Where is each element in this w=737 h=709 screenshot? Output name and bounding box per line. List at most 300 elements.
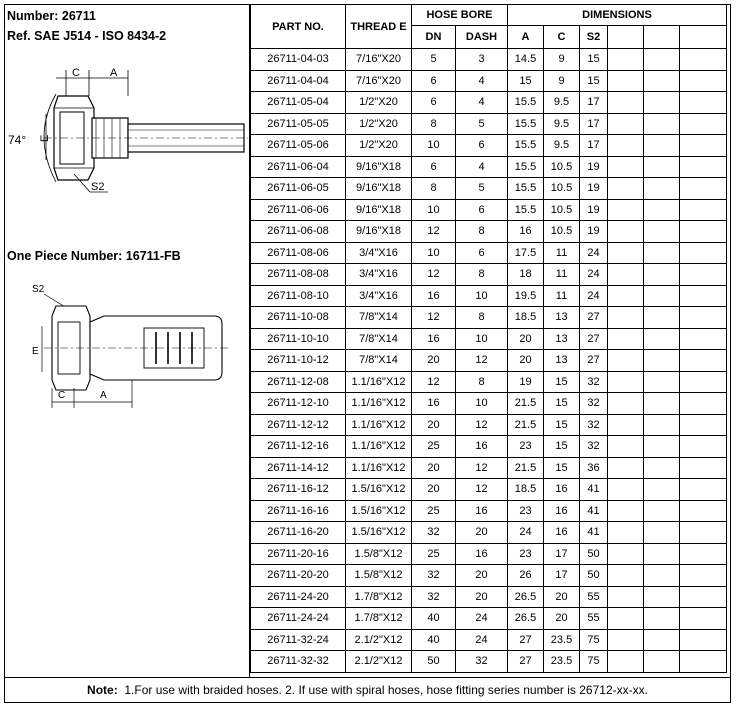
cell-blank bbox=[608, 651, 644, 673]
cell-blank bbox=[608, 307, 644, 329]
cell-blank bbox=[608, 49, 644, 71]
cell-dn: 32 bbox=[412, 586, 456, 608]
cell-blank bbox=[644, 135, 680, 157]
left-panel bbox=[4, 4, 250, 677]
cell-blank bbox=[680, 436, 727, 458]
cell-part-no: 26711-16-16 bbox=[251, 500, 346, 522]
cell-dash: 3 bbox=[456, 49, 508, 71]
cell-blank bbox=[608, 543, 644, 565]
cell-thread: 2.1/2"X12 bbox=[346, 651, 412, 673]
cell-blank bbox=[644, 457, 680, 479]
cell-part-no: 26711-06-04 bbox=[251, 156, 346, 178]
cell-c: 10.5 bbox=[544, 178, 580, 200]
cell-s2: 32 bbox=[580, 414, 608, 436]
dim-c-label: C bbox=[72, 67, 80, 79]
cell-blank bbox=[644, 49, 680, 71]
cell-part-no: 26711-20-16 bbox=[251, 543, 346, 565]
cell-thread: 1.5/16"X12 bbox=[346, 522, 412, 544]
cell-dn: 6 bbox=[412, 156, 456, 178]
cell-c: 11 bbox=[544, 285, 580, 307]
cell-s2: 41 bbox=[580, 479, 608, 501]
cell-thread: 9/16"X18 bbox=[346, 199, 412, 221]
cell-a: 15 bbox=[508, 70, 544, 92]
cell-blank bbox=[608, 178, 644, 200]
cell-blank bbox=[608, 199, 644, 221]
dim-e-label: E bbox=[39, 134, 51, 142]
cell-dn: 10 bbox=[412, 242, 456, 264]
cell-blank bbox=[608, 522, 644, 544]
cell-s2: 19 bbox=[580, 199, 608, 221]
cell-c: 17 bbox=[544, 543, 580, 565]
table-row bbox=[251, 156, 727, 178]
table-row bbox=[251, 393, 727, 415]
cell-a: 16 bbox=[508, 221, 544, 243]
cell-dash: 20 bbox=[456, 586, 508, 608]
table-row bbox=[251, 328, 727, 350]
cell-dash: 8 bbox=[456, 371, 508, 393]
table-row bbox=[251, 92, 727, 114]
cell-dn: 20 bbox=[412, 479, 456, 501]
cell-s2: 15 bbox=[580, 70, 608, 92]
cell-c: 16 bbox=[544, 479, 580, 501]
cell-blank bbox=[680, 264, 727, 286]
cell-blank bbox=[608, 242, 644, 264]
cell-blank bbox=[608, 113, 644, 135]
header-blank-2 bbox=[644, 26, 680, 49]
cell-part-no: 26711-04-03 bbox=[251, 49, 346, 71]
cell-thread: 1.5/8"X12 bbox=[346, 565, 412, 587]
cell-dash: 6 bbox=[456, 135, 508, 157]
cell-part-no: 26711-06-05 bbox=[251, 178, 346, 200]
cell-dash: 20 bbox=[456, 565, 508, 587]
cell-a: 15.5 bbox=[508, 156, 544, 178]
table-row bbox=[251, 371, 727, 393]
cell-blank bbox=[644, 264, 680, 286]
cell-s2: 17 bbox=[580, 92, 608, 114]
cell-dash: 12 bbox=[456, 479, 508, 501]
cell-dash: 20 bbox=[456, 522, 508, 544]
cell-a: 14.5 bbox=[508, 49, 544, 71]
cell-blank bbox=[644, 565, 680, 587]
table-row bbox=[251, 500, 727, 522]
cell-thread: 1.1/16"X12 bbox=[346, 436, 412, 458]
cell-dash: 4 bbox=[456, 92, 508, 114]
cell-blank bbox=[644, 285, 680, 307]
cell-dn: 10 bbox=[412, 199, 456, 221]
cell-dn: 12 bbox=[412, 371, 456, 393]
cell-dash: 6 bbox=[456, 242, 508, 264]
cell-blank bbox=[644, 543, 680, 565]
cell-s2: 19 bbox=[580, 178, 608, 200]
cell-dash: 12 bbox=[456, 414, 508, 436]
cell-a: 24 bbox=[508, 522, 544, 544]
footnote bbox=[4, 677, 731, 703]
cell-a: 20 bbox=[508, 328, 544, 350]
table-row bbox=[251, 350, 727, 372]
cell-blank bbox=[680, 242, 727, 264]
cell-c: 16 bbox=[544, 522, 580, 544]
cell-dash: 8 bbox=[456, 221, 508, 243]
note-label: Note: bbox=[87, 683, 118, 697]
cell-dn: 6 bbox=[412, 92, 456, 114]
cell-dn: 8 bbox=[412, 113, 456, 135]
header-thread: THREAD E bbox=[346, 5, 412, 49]
cell-c: 13 bbox=[544, 307, 580, 329]
cell-dn: 20 bbox=[412, 350, 456, 372]
cell-thread: 3/4"X16 bbox=[346, 242, 412, 264]
table-body bbox=[251, 49, 727, 673]
cell-s2: 27 bbox=[580, 307, 608, 329]
table-row bbox=[251, 264, 727, 286]
cell-a: 19.5 bbox=[508, 285, 544, 307]
cell-blank bbox=[680, 479, 727, 501]
cell-a: 15.5 bbox=[508, 178, 544, 200]
cell-part-no: 26711-05-05 bbox=[251, 113, 346, 135]
cell-s2: 24 bbox=[580, 242, 608, 264]
cell-a: 15.5 bbox=[508, 113, 544, 135]
table-row bbox=[251, 113, 727, 135]
cell-part-no: 26711-24-24 bbox=[251, 608, 346, 630]
cell-dn: 25 bbox=[412, 500, 456, 522]
cell-blank bbox=[644, 307, 680, 329]
cell-c: 16 bbox=[544, 500, 580, 522]
header-blank-1 bbox=[608, 26, 644, 49]
cell-s2: 32 bbox=[580, 436, 608, 458]
cell-dash: 5 bbox=[456, 178, 508, 200]
cell-part-no: 26711-12-12 bbox=[251, 414, 346, 436]
cell-dn: 6 bbox=[412, 70, 456, 92]
table-row bbox=[251, 242, 727, 264]
cell-part-no: 26711-32-24 bbox=[251, 629, 346, 651]
cell-dash: 8 bbox=[456, 307, 508, 329]
cell-a: 26 bbox=[508, 565, 544, 587]
cell-a: 23 bbox=[508, 543, 544, 565]
s2-label-bottom: S2 bbox=[32, 284, 45, 295]
cell-c: 11 bbox=[544, 242, 580, 264]
cell-dn: 16 bbox=[412, 328, 456, 350]
cell-thread: 9/16"X18 bbox=[346, 156, 412, 178]
table-row bbox=[251, 457, 727, 479]
header-s2: S2 bbox=[580, 26, 608, 49]
cell-thread: 3/4"X16 bbox=[346, 264, 412, 286]
cell-thread: 9/16"X18 bbox=[346, 221, 412, 243]
cell-blank bbox=[644, 70, 680, 92]
dim-a-label-bottom: A bbox=[100, 390, 107, 401]
cell-a: 18.5 bbox=[508, 307, 544, 329]
cell-part-no: 26711-08-10 bbox=[251, 285, 346, 307]
cell-blank bbox=[644, 479, 680, 501]
table-row bbox=[251, 543, 727, 565]
cell-blank bbox=[644, 113, 680, 135]
cell-thread: 7/16"X20 bbox=[346, 49, 412, 71]
cell-dn: 32 bbox=[412, 565, 456, 587]
cell-thread: 1.5/8"X12 bbox=[346, 543, 412, 565]
cell-blank bbox=[644, 199, 680, 221]
cell-dash: 16 bbox=[456, 500, 508, 522]
cell-a: 23 bbox=[508, 500, 544, 522]
table-row bbox=[251, 199, 727, 221]
header-dn: DN bbox=[412, 26, 456, 49]
cell-blank bbox=[680, 307, 727, 329]
cell-thread: 1.1/16"X12 bbox=[346, 414, 412, 436]
cell-dn: 40 bbox=[412, 608, 456, 630]
cell-thread: 1.5/16"X12 bbox=[346, 479, 412, 501]
cell-a: 18 bbox=[508, 264, 544, 286]
cell-dn: 20 bbox=[412, 457, 456, 479]
cell-blank bbox=[644, 393, 680, 415]
cell-dash: 6 bbox=[456, 199, 508, 221]
cell-part-no: 26711-24-20 bbox=[251, 586, 346, 608]
cell-dash: 10 bbox=[456, 328, 508, 350]
cell-blank bbox=[608, 457, 644, 479]
cell-blank bbox=[608, 371, 644, 393]
cell-dn: 50 bbox=[412, 651, 456, 673]
cell-blank bbox=[680, 500, 727, 522]
cell-s2: 41 bbox=[580, 500, 608, 522]
cell-dash: 24 bbox=[456, 629, 508, 651]
cell-c: 17 bbox=[544, 565, 580, 587]
cell-dash: 32 bbox=[456, 651, 508, 673]
table-row bbox=[251, 178, 727, 200]
cell-thread: 2.1/2"X12 bbox=[346, 629, 412, 651]
cell-blank bbox=[644, 436, 680, 458]
cell-s2: 17 bbox=[580, 135, 608, 157]
fitting-drawing-bottom bbox=[4, 276, 250, 416]
cell-blank bbox=[680, 135, 727, 157]
angle-label: 74° bbox=[8, 133, 27, 147]
cell-dn: 25 bbox=[412, 436, 456, 458]
table-row bbox=[251, 436, 727, 458]
cell-thread: 1/2"X20 bbox=[346, 113, 412, 135]
cell-blank bbox=[644, 221, 680, 243]
cell-part-no: 26711-12-10 bbox=[251, 393, 346, 415]
cell-s2: 32 bbox=[580, 393, 608, 415]
cell-thread: 1.1/16"X12 bbox=[346, 457, 412, 479]
dim-c-label-bottom: C bbox=[58, 390, 66, 401]
cell-s2: 19 bbox=[580, 221, 608, 243]
cell-s2: 27 bbox=[580, 350, 608, 372]
cell-s2: 27 bbox=[580, 328, 608, 350]
cell-dn: 8 bbox=[412, 178, 456, 200]
cell-c: 11 bbox=[544, 264, 580, 286]
table-row bbox=[251, 70, 727, 92]
cell-a: 15.5 bbox=[508, 199, 544, 221]
header-dimensions: DIMENSIONS bbox=[508, 5, 727, 26]
cell-part-no: 26711-08-08 bbox=[251, 264, 346, 286]
cell-dn: 25 bbox=[412, 543, 456, 565]
cell-blank bbox=[644, 651, 680, 673]
table-row bbox=[251, 307, 727, 329]
cell-part-no: 26711-05-06 bbox=[251, 135, 346, 157]
cell-part-no: 26711-04-04 bbox=[251, 70, 346, 92]
cell-s2: 55 bbox=[580, 586, 608, 608]
table-row bbox=[251, 522, 727, 544]
cell-part-no: 26711-16-20 bbox=[251, 522, 346, 544]
cell-thread: 9/16"X18 bbox=[346, 178, 412, 200]
cell-a: 18.5 bbox=[508, 479, 544, 501]
cell-thread: 1.1/16"X12 bbox=[346, 393, 412, 415]
cell-blank bbox=[608, 436, 644, 458]
cell-part-no: 26711-32-32 bbox=[251, 651, 346, 673]
cell-a: 19 bbox=[508, 371, 544, 393]
cell-a: 15.5 bbox=[508, 92, 544, 114]
cell-c: 9 bbox=[544, 70, 580, 92]
cell-blank bbox=[680, 49, 727, 71]
cell-dn: 5 bbox=[412, 49, 456, 71]
cell-blank bbox=[608, 479, 644, 501]
cell-dn: 16 bbox=[412, 393, 456, 415]
cell-blank bbox=[644, 500, 680, 522]
cell-c: 15 bbox=[544, 393, 580, 415]
cell-blank bbox=[644, 522, 680, 544]
cell-s2: 75 bbox=[580, 651, 608, 673]
cell-dash: 8 bbox=[456, 264, 508, 286]
header-c: C bbox=[544, 26, 580, 49]
cell-blank bbox=[680, 156, 727, 178]
dim-e-label-bottom: E bbox=[32, 346, 39, 357]
cell-blank bbox=[680, 371, 727, 393]
cell-thread: 7/16"X20 bbox=[346, 70, 412, 92]
cell-c: 10.5 bbox=[544, 156, 580, 178]
cell-blank bbox=[608, 221, 644, 243]
cell-part-no: 26711-10-10 bbox=[251, 328, 346, 350]
cell-blank bbox=[680, 178, 727, 200]
cell-dn: 16 bbox=[412, 285, 456, 307]
cell-thread: 7/8"X14 bbox=[346, 307, 412, 329]
cell-blank bbox=[680, 113, 727, 135]
cell-blank bbox=[644, 608, 680, 630]
cell-a: 26.5 bbox=[508, 586, 544, 608]
cell-part-no: 26711-06-06 bbox=[251, 199, 346, 221]
cell-blank bbox=[644, 586, 680, 608]
cell-dash: 5 bbox=[456, 113, 508, 135]
cell-dn: 12 bbox=[412, 307, 456, 329]
cell-s2: 17 bbox=[580, 113, 608, 135]
cell-blank bbox=[680, 92, 727, 114]
table-row bbox=[251, 221, 727, 243]
cell-s2: 24 bbox=[580, 264, 608, 286]
cell-thread: 1.7/8"X12 bbox=[346, 586, 412, 608]
cell-dash: 4 bbox=[456, 70, 508, 92]
cell-s2: 41 bbox=[580, 522, 608, 544]
cell-s2: 19 bbox=[580, 156, 608, 178]
cell-c: 9.5 bbox=[544, 92, 580, 114]
cell-a: 17.5 bbox=[508, 242, 544, 264]
part-number-title: Number: 26711 bbox=[7, 9, 96, 23]
note-text: 1.For use with braided hoses. 2. If use with spiral hoses, hose fitting series number is 26712-xx-xx. bbox=[124, 683, 648, 697]
table-row bbox=[251, 479, 727, 501]
cell-c: 9.5 bbox=[544, 113, 580, 135]
cell-blank bbox=[680, 328, 727, 350]
header-blank-3 bbox=[680, 26, 727, 49]
header-a: A bbox=[508, 26, 544, 49]
cell-c: 23.5 bbox=[544, 629, 580, 651]
table-row bbox=[251, 629, 727, 651]
cell-blank bbox=[680, 199, 727, 221]
cell-blank bbox=[608, 135, 644, 157]
cell-part-no: 26711-06-08 bbox=[251, 221, 346, 243]
cell-c: 15 bbox=[544, 414, 580, 436]
cell-blank bbox=[608, 92, 644, 114]
cell-dash: 4 bbox=[456, 156, 508, 178]
table-row bbox=[251, 608, 727, 630]
cell-part-no: 26711-12-16 bbox=[251, 436, 346, 458]
cell-c: 15 bbox=[544, 371, 580, 393]
table-row bbox=[251, 135, 727, 157]
cell-c: 9.5 bbox=[544, 135, 580, 157]
cell-part-no: 26711-08-06 bbox=[251, 242, 346, 264]
cell-a: 26.5 bbox=[508, 608, 544, 630]
cell-s2: 50 bbox=[580, 565, 608, 587]
s2-label-top: S2 bbox=[91, 181, 105, 193]
cell-c: 15 bbox=[544, 457, 580, 479]
cell-blank bbox=[680, 543, 727, 565]
cell-blank bbox=[608, 70, 644, 92]
cell-s2: 50 bbox=[580, 543, 608, 565]
cell-c: 15 bbox=[544, 436, 580, 458]
cell-a: 27 bbox=[508, 651, 544, 673]
cell-blank bbox=[680, 608, 727, 630]
cell-blank bbox=[680, 70, 727, 92]
cell-blank bbox=[608, 565, 644, 587]
cell-thread: 1.5/16"X12 bbox=[346, 500, 412, 522]
header-hose-bore: HOSE BORE bbox=[412, 5, 508, 26]
fitting-drawing-top bbox=[4, 56, 250, 196]
cell-part-no: 26711-05-04 bbox=[251, 92, 346, 114]
cell-s2: 55 bbox=[580, 608, 608, 630]
cell-blank bbox=[644, 371, 680, 393]
cell-a: 21.5 bbox=[508, 414, 544, 436]
cell-blank bbox=[608, 393, 644, 415]
cell-part-no: 26711-20-20 bbox=[251, 565, 346, 587]
cell-dash: 12 bbox=[456, 350, 508, 372]
table-row bbox=[251, 285, 727, 307]
cell-dn: 10 bbox=[412, 135, 456, 157]
cell-dn: 40 bbox=[412, 629, 456, 651]
cell-blank bbox=[680, 651, 727, 673]
cell-blank bbox=[644, 242, 680, 264]
cell-part-no: 26711-10-08 bbox=[251, 307, 346, 329]
cell-blank bbox=[644, 350, 680, 372]
one-piece-number-title: One Piece Number: 16711-FB bbox=[7, 249, 181, 263]
cell-blank bbox=[680, 457, 727, 479]
cell-thread: 1.1/16"X12 bbox=[346, 371, 412, 393]
cell-dash: 16 bbox=[456, 436, 508, 458]
cell-blank bbox=[680, 221, 727, 243]
cell-thread: 1/2"X20 bbox=[346, 135, 412, 157]
cell-blank bbox=[680, 393, 727, 415]
cell-c: 23.5 bbox=[544, 651, 580, 673]
reference-standard: Ref. SAE J514 - ISO 8434-2 bbox=[7, 29, 167, 43]
cell-dash: 12 bbox=[456, 457, 508, 479]
cell-thread: 7/8"X14 bbox=[346, 328, 412, 350]
cell-blank bbox=[680, 565, 727, 587]
cell-a: 20 bbox=[508, 350, 544, 372]
cell-dn: 20 bbox=[412, 414, 456, 436]
table-row bbox=[251, 49, 727, 71]
cell-blank bbox=[608, 328, 644, 350]
cell-blank bbox=[608, 264, 644, 286]
cell-blank bbox=[680, 522, 727, 544]
cell-part-no: 26711-10-12 bbox=[251, 350, 346, 372]
cell-blank bbox=[608, 350, 644, 372]
cell-thread: 7/8"X14 bbox=[346, 350, 412, 372]
cell-a: 21.5 bbox=[508, 393, 544, 415]
cell-dn: 12 bbox=[412, 221, 456, 243]
cell-a: 27 bbox=[508, 629, 544, 651]
cell-blank bbox=[608, 608, 644, 630]
cell-dash: 16 bbox=[456, 543, 508, 565]
